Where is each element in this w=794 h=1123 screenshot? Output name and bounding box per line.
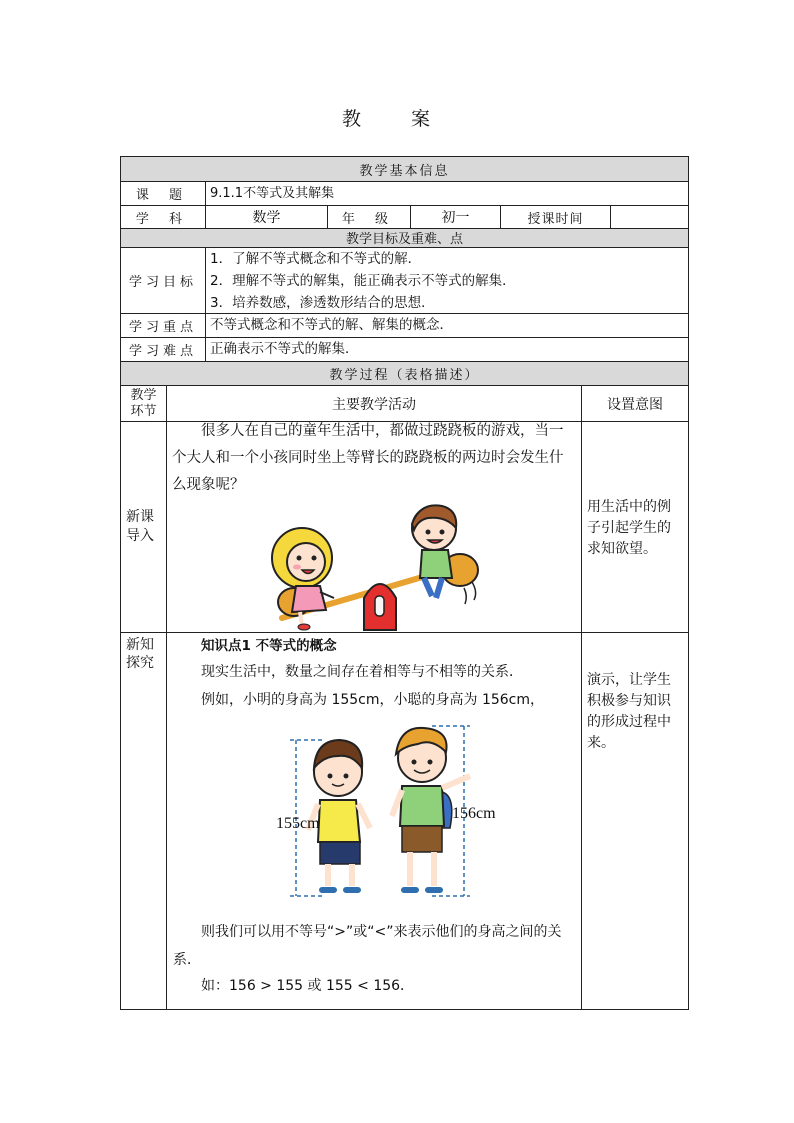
goals-label: 学习目标	[128, 275, 197, 290]
document-title: 教 案	[341, 108, 453, 130]
key-point-label: 学习重点	[128, 320, 197, 335]
explore-line3-cont: 系．	[173, 952, 201, 968]
explore-line2: 例如，小明的身高为 155cm，小聪的身高为 156cm，	[201, 692, 545, 708]
goal-item: 2．理解不等式的解集，能正确表示不等式的解集．	[210, 273, 516, 289]
section-basic-info	[121, 157, 688, 181]
key-point-value: 不等式概念和不等式的解、解集的概念．	[210, 317, 453, 333]
explore-line4: 如：156 > 155 或 155 < 156．	[201, 978, 415, 994]
grade-label: 年 级	[341, 211, 397, 227]
section-process-text: 教学过程（表格描述）	[329, 368, 480, 383]
grade-value: 初一	[441, 210, 470, 226]
goal-item: 3．培养数感，渗透数形结合的思想．	[210, 295, 435, 311]
explore-intent: 演示，让学生积极参与知识的形成过程中来。	[587, 672, 671, 751]
intro-text: 很多人在自己的童年生活中，都做过跷跷板的游戏，当一个大人和一个小孩同时坐上等臂长的跷跷板的两边时会发生什么现象呢？	[172, 423, 564, 493]
explore-line1: 现实生活中，数量之间存在着相等与不相等的关系．	[201, 664, 523, 680]
intro-intent: 用生活中的例子引起学生的求知欲望。	[587, 499, 671, 557]
section-goals-text: 教学目标及重难、点	[345, 232, 463, 247]
process-col-intent: 设置意图	[607, 396, 663, 413]
process-col-stage: 教学 环节	[130, 387, 157, 419]
time-label: 授课时间	[527, 211, 584, 227]
difficulty-label: 学习难点	[128, 344, 197, 359]
height-label-left: 155cm	[276, 815, 320, 832]
time-value	[611, 206, 688, 228]
explore-heading: 知识点1 不等式的概念	[201, 638, 337, 654]
height-label-right: 156cm	[452, 805, 496, 822]
section-process	[121, 362, 688, 385]
goal-item: 1．了解不等式概念和不等式的解．	[210, 251, 422, 267]
goals-list	[210, 248, 680, 313]
subject-value: 数学	[252, 210, 281, 226]
explore-line3: 则我们可以用不等号“>”或“<”来表示他们的身高之间的关	[201, 924, 562, 940]
intro-stage: 新课 导入	[126, 509, 154, 544]
section-goals	[121, 228, 688, 247]
topic-value: 9.1.1不等式及其解集	[210, 186, 335, 201]
process-col-activity: 主要教学活动	[332, 396, 416, 413]
section-basic-info-text: 教学基本信息	[359, 163, 450, 179]
difficulty-value: 正确表示不等式的解集．	[210, 341, 359, 357]
explore-stage: 新知 探究	[126, 637, 154, 671]
subject-label: 学 科	[135, 211, 191, 227]
seesaw-illustration	[262, 500, 484, 632]
topic-label: 课 题	[135, 188, 191, 203]
